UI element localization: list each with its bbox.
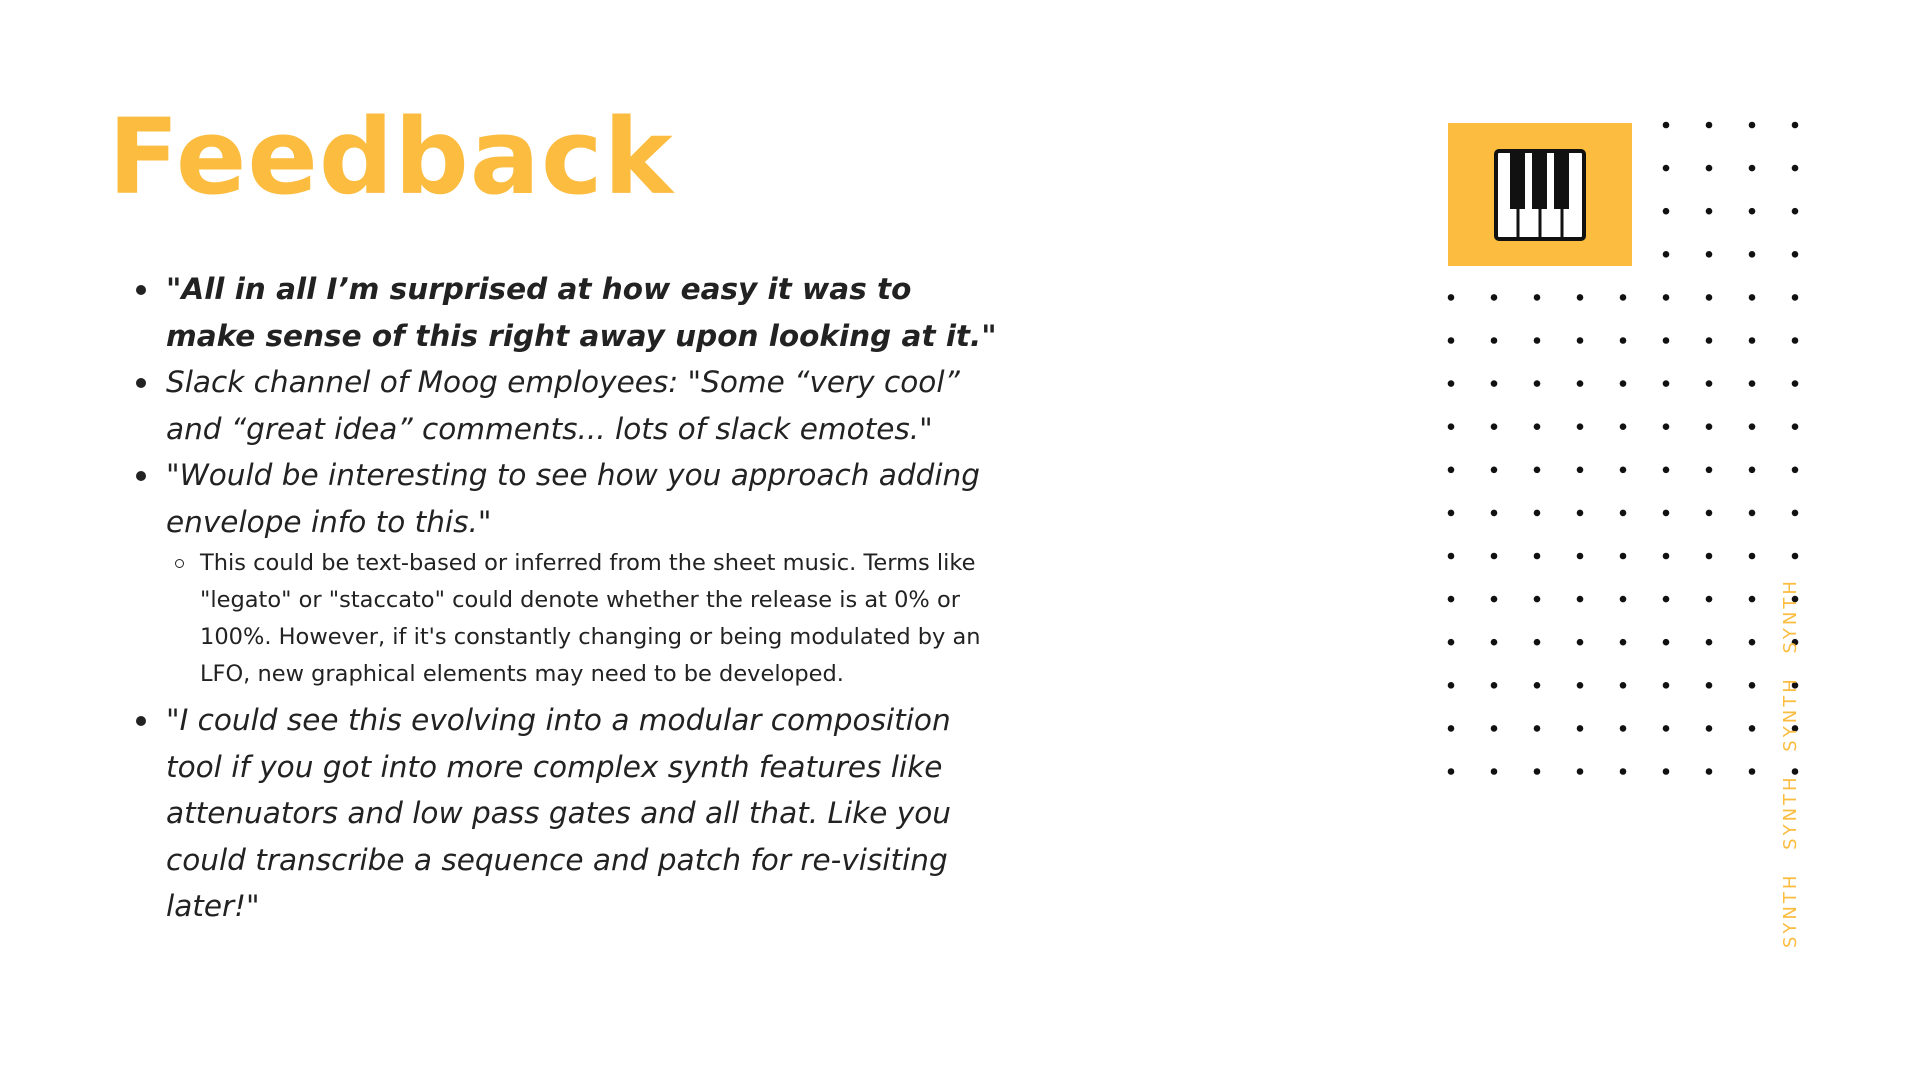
grid-dot <box>1577 467 1584 474</box>
grid-dot <box>1749 208 1756 215</box>
grid-dot <box>1706 122 1713 129</box>
synth-label-3: SYNTH <box>1780 676 1801 752</box>
grid-dot <box>1663 251 1670 258</box>
grid-dot <box>1749 122 1756 129</box>
grid-dot <box>1534 553 1541 560</box>
feedback-bullet-1-text: "All in all I’m surprised at how easy it was to make sense of this right away upon looking at it." <box>166 272 997 353</box>
synth-label-2: SYNTH <box>1780 774 1801 850</box>
grid-dot <box>1706 510 1713 517</box>
grid-dot <box>1491 337 1498 344</box>
grid-dot <box>1749 639 1756 646</box>
grid-dot <box>1749 553 1756 560</box>
grid-dot <box>1749 294 1756 301</box>
grid-dot <box>1491 380 1498 387</box>
grid-dot <box>1663 423 1670 430</box>
grid-dot <box>1749 251 1756 258</box>
grid-dot <box>1706 682 1713 689</box>
grid-dot <box>1663 337 1670 344</box>
grid-dot <box>1792 294 1799 301</box>
grid-dot <box>1534 423 1541 430</box>
grid-dot <box>1448 423 1455 430</box>
grid-dot <box>1534 510 1541 517</box>
grid-dot <box>1448 294 1455 301</box>
grid-dot <box>1792 208 1799 215</box>
grid-dot <box>1620 639 1627 646</box>
grid-dot <box>1792 165 1799 172</box>
feedback-bullet-3-text: "Would be interesting to see how you approach adding envelope info to this." <box>166 458 980 539</box>
grid-dot <box>1491 553 1498 560</box>
grid-dot <box>1663 467 1670 474</box>
grid-dot <box>1577 510 1584 517</box>
feedback-bullet-2-text: Slack channel of Moog employees: "Some “very cool” and “great idea” comments... lots of slack emotes." <box>166 365 960 446</box>
grid-dot <box>1706 294 1713 301</box>
grid-dot <box>1620 337 1627 344</box>
grid-dot <box>1663 725 1670 732</box>
grid-dot <box>1706 380 1713 387</box>
grid-dot <box>1534 596 1541 603</box>
grid-dot <box>1706 725 1713 732</box>
grid-dot <box>1534 725 1541 732</box>
grid-dot <box>1620 294 1627 301</box>
grid-dot <box>1663 510 1670 517</box>
grid-dot <box>1448 467 1455 474</box>
grid-dot <box>1749 337 1756 344</box>
grid-dot <box>1448 337 1455 344</box>
grid-dot <box>1620 682 1627 689</box>
grid-dot <box>1706 467 1713 474</box>
grid-dot <box>1706 423 1713 430</box>
grid-dot <box>1534 639 1541 646</box>
grid-dot <box>1620 553 1627 560</box>
grid-dot <box>1749 510 1756 517</box>
grid-dot <box>1534 768 1541 775</box>
grid-dot <box>1663 553 1670 560</box>
grid-dot <box>1663 122 1670 129</box>
grid-dot <box>1749 682 1756 689</box>
grid-dot <box>1577 553 1584 560</box>
grid-dot <box>1663 596 1670 603</box>
grid-dot <box>1448 682 1455 689</box>
grid-dot <box>1749 768 1756 775</box>
grid-dot <box>1620 596 1627 603</box>
grid-dot <box>1620 510 1627 517</box>
grid-dot <box>1620 423 1627 430</box>
grid-dot <box>1663 639 1670 646</box>
grid-dot <box>1491 768 1498 775</box>
grid-dot <box>1706 208 1713 215</box>
grid-dot <box>1577 294 1584 301</box>
grid-dot <box>1749 423 1756 430</box>
grid-dot <box>1448 510 1455 517</box>
grid-dot <box>1663 768 1670 775</box>
grid-dot <box>1706 768 1713 775</box>
grid-dot <box>1491 467 1498 474</box>
grid-dot <box>1792 122 1799 129</box>
grid-dot <box>1792 510 1799 517</box>
synth-vertical-label <box>1780 564 1801 948</box>
grid-dot <box>1663 380 1670 387</box>
grid-dot <box>1534 467 1541 474</box>
grid-dot <box>1577 768 1584 775</box>
grid-dot <box>1534 682 1541 689</box>
grid-dot <box>1706 165 1713 172</box>
slide-title: Feedback <box>108 96 674 218</box>
grid-dot <box>1620 467 1627 474</box>
grid-dot <box>1577 423 1584 430</box>
grid-dot <box>1706 251 1713 258</box>
grid-dot <box>1491 294 1498 301</box>
grid-dot <box>1620 768 1627 775</box>
feedback-sub-bullet-1-text: This could be text-based or inferred from the sheet music. Terms like "legato" or "staccato" could denote whether the release is at 0% or 100%. However, if it's constantly changing or being modulated by an LFO, new graphical elements may need to be developed. <box>200 550 981 687</box>
grid-dot <box>1491 725 1498 732</box>
grid-dot <box>1577 380 1584 387</box>
grid-dot <box>1577 682 1584 689</box>
grid-dot <box>1706 553 1713 560</box>
grid-dot <box>1448 768 1455 775</box>
grid-dot <box>1706 639 1713 646</box>
grid-dot <box>1792 337 1799 344</box>
grid-dot <box>1792 251 1799 258</box>
grid-dot <box>1491 639 1498 646</box>
grid-dot <box>1663 294 1670 301</box>
grid-dot <box>1706 596 1713 603</box>
grid-dot <box>1534 380 1541 387</box>
grid-dot <box>1534 337 1541 344</box>
grid-dot <box>1749 467 1756 474</box>
grid-dot <box>1749 596 1756 603</box>
grid-dot <box>1448 553 1455 560</box>
grid-dot <box>1491 682 1498 689</box>
grid-dot <box>1448 639 1455 646</box>
grid-dot <box>1620 725 1627 732</box>
grid-dot <box>1448 725 1455 732</box>
grid-dot <box>1577 639 1584 646</box>
grid-dot <box>1706 337 1713 344</box>
feedback-bullet-4-text: "I could see this evolving into a modular composition tool if you got into more complex synth features like attenuators and low pass gates and all that. Like you could transcribe a sequence and patch for re-visiting later!" <box>166 703 951 923</box>
grid-dot <box>1749 380 1756 387</box>
grid-dot <box>1491 510 1498 517</box>
grid-dot <box>1749 165 1756 172</box>
grid-dot <box>1577 596 1584 603</box>
grid-dot <box>1663 208 1670 215</box>
grid-dot <box>1663 682 1670 689</box>
grid-dot <box>1577 725 1584 732</box>
grid-dot <box>1491 596 1498 603</box>
synth-label-4: SYNTH <box>1780 578 1801 654</box>
grid-dot <box>1663 165 1670 172</box>
synth-label-1: SYNTH <box>1780 872 1801 948</box>
grid-dot <box>1448 596 1455 603</box>
grid-dot <box>1792 380 1799 387</box>
grid-dot <box>1620 380 1627 387</box>
grid-dot <box>1792 423 1799 430</box>
grid-dot <box>1491 423 1498 430</box>
grid-dot <box>1448 380 1455 387</box>
grid-dot <box>1577 337 1584 344</box>
grid-dot <box>1792 467 1799 474</box>
grid-dot <box>1749 725 1756 732</box>
grid-dot <box>1792 553 1799 560</box>
grid-dot <box>1534 294 1541 301</box>
